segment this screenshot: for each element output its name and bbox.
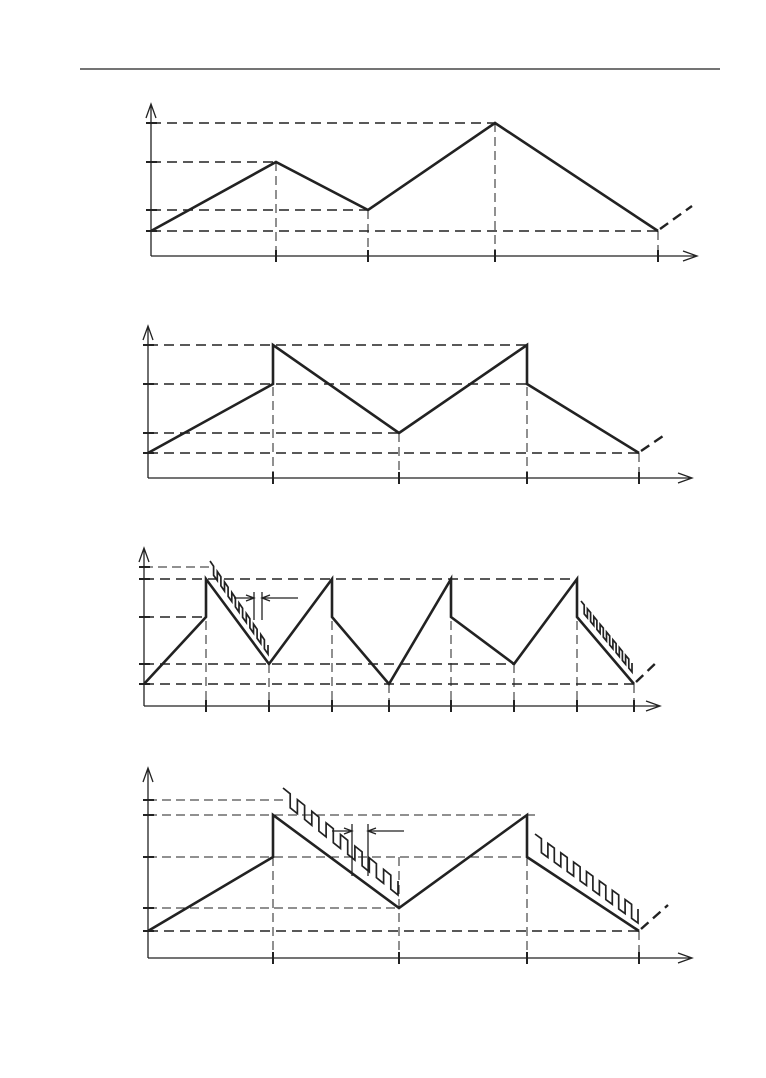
panel-3-ripple-2 (581, 601, 632, 672)
panel-1 (146, 104, 697, 262)
panel-2-waveform (148, 345, 639, 453)
panel-1-axes (146, 104, 697, 261)
panel-4 (143, 768, 692, 964)
panel-3-period-marker (234, 592, 298, 620)
panel-4-axes (143, 768, 692, 963)
panel-3-continuation (636, 660, 659, 682)
panel-4-ripple-2 (535, 834, 638, 923)
panel-3-ripple-1 (210, 561, 268, 654)
panel-3-waveform (144, 579, 634, 684)
panel-4-guides (148, 800, 639, 958)
panel-4-ripple-1 (283, 788, 398, 895)
panel-2 (143, 326, 692, 484)
panel-4-period-marker (332, 824, 404, 876)
panel-3 (139, 548, 660, 712)
panel-1-waveform (151, 123, 658, 231)
panel-2-axes (143, 326, 692, 483)
panel-4-waveform (148, 815, 639, 931)
panel-4-continuation (641, 905, 668, 929)
panel-2-continuation (641, 434, 666, 451)
panel-1-continuation (660, 206, 692, 229)
